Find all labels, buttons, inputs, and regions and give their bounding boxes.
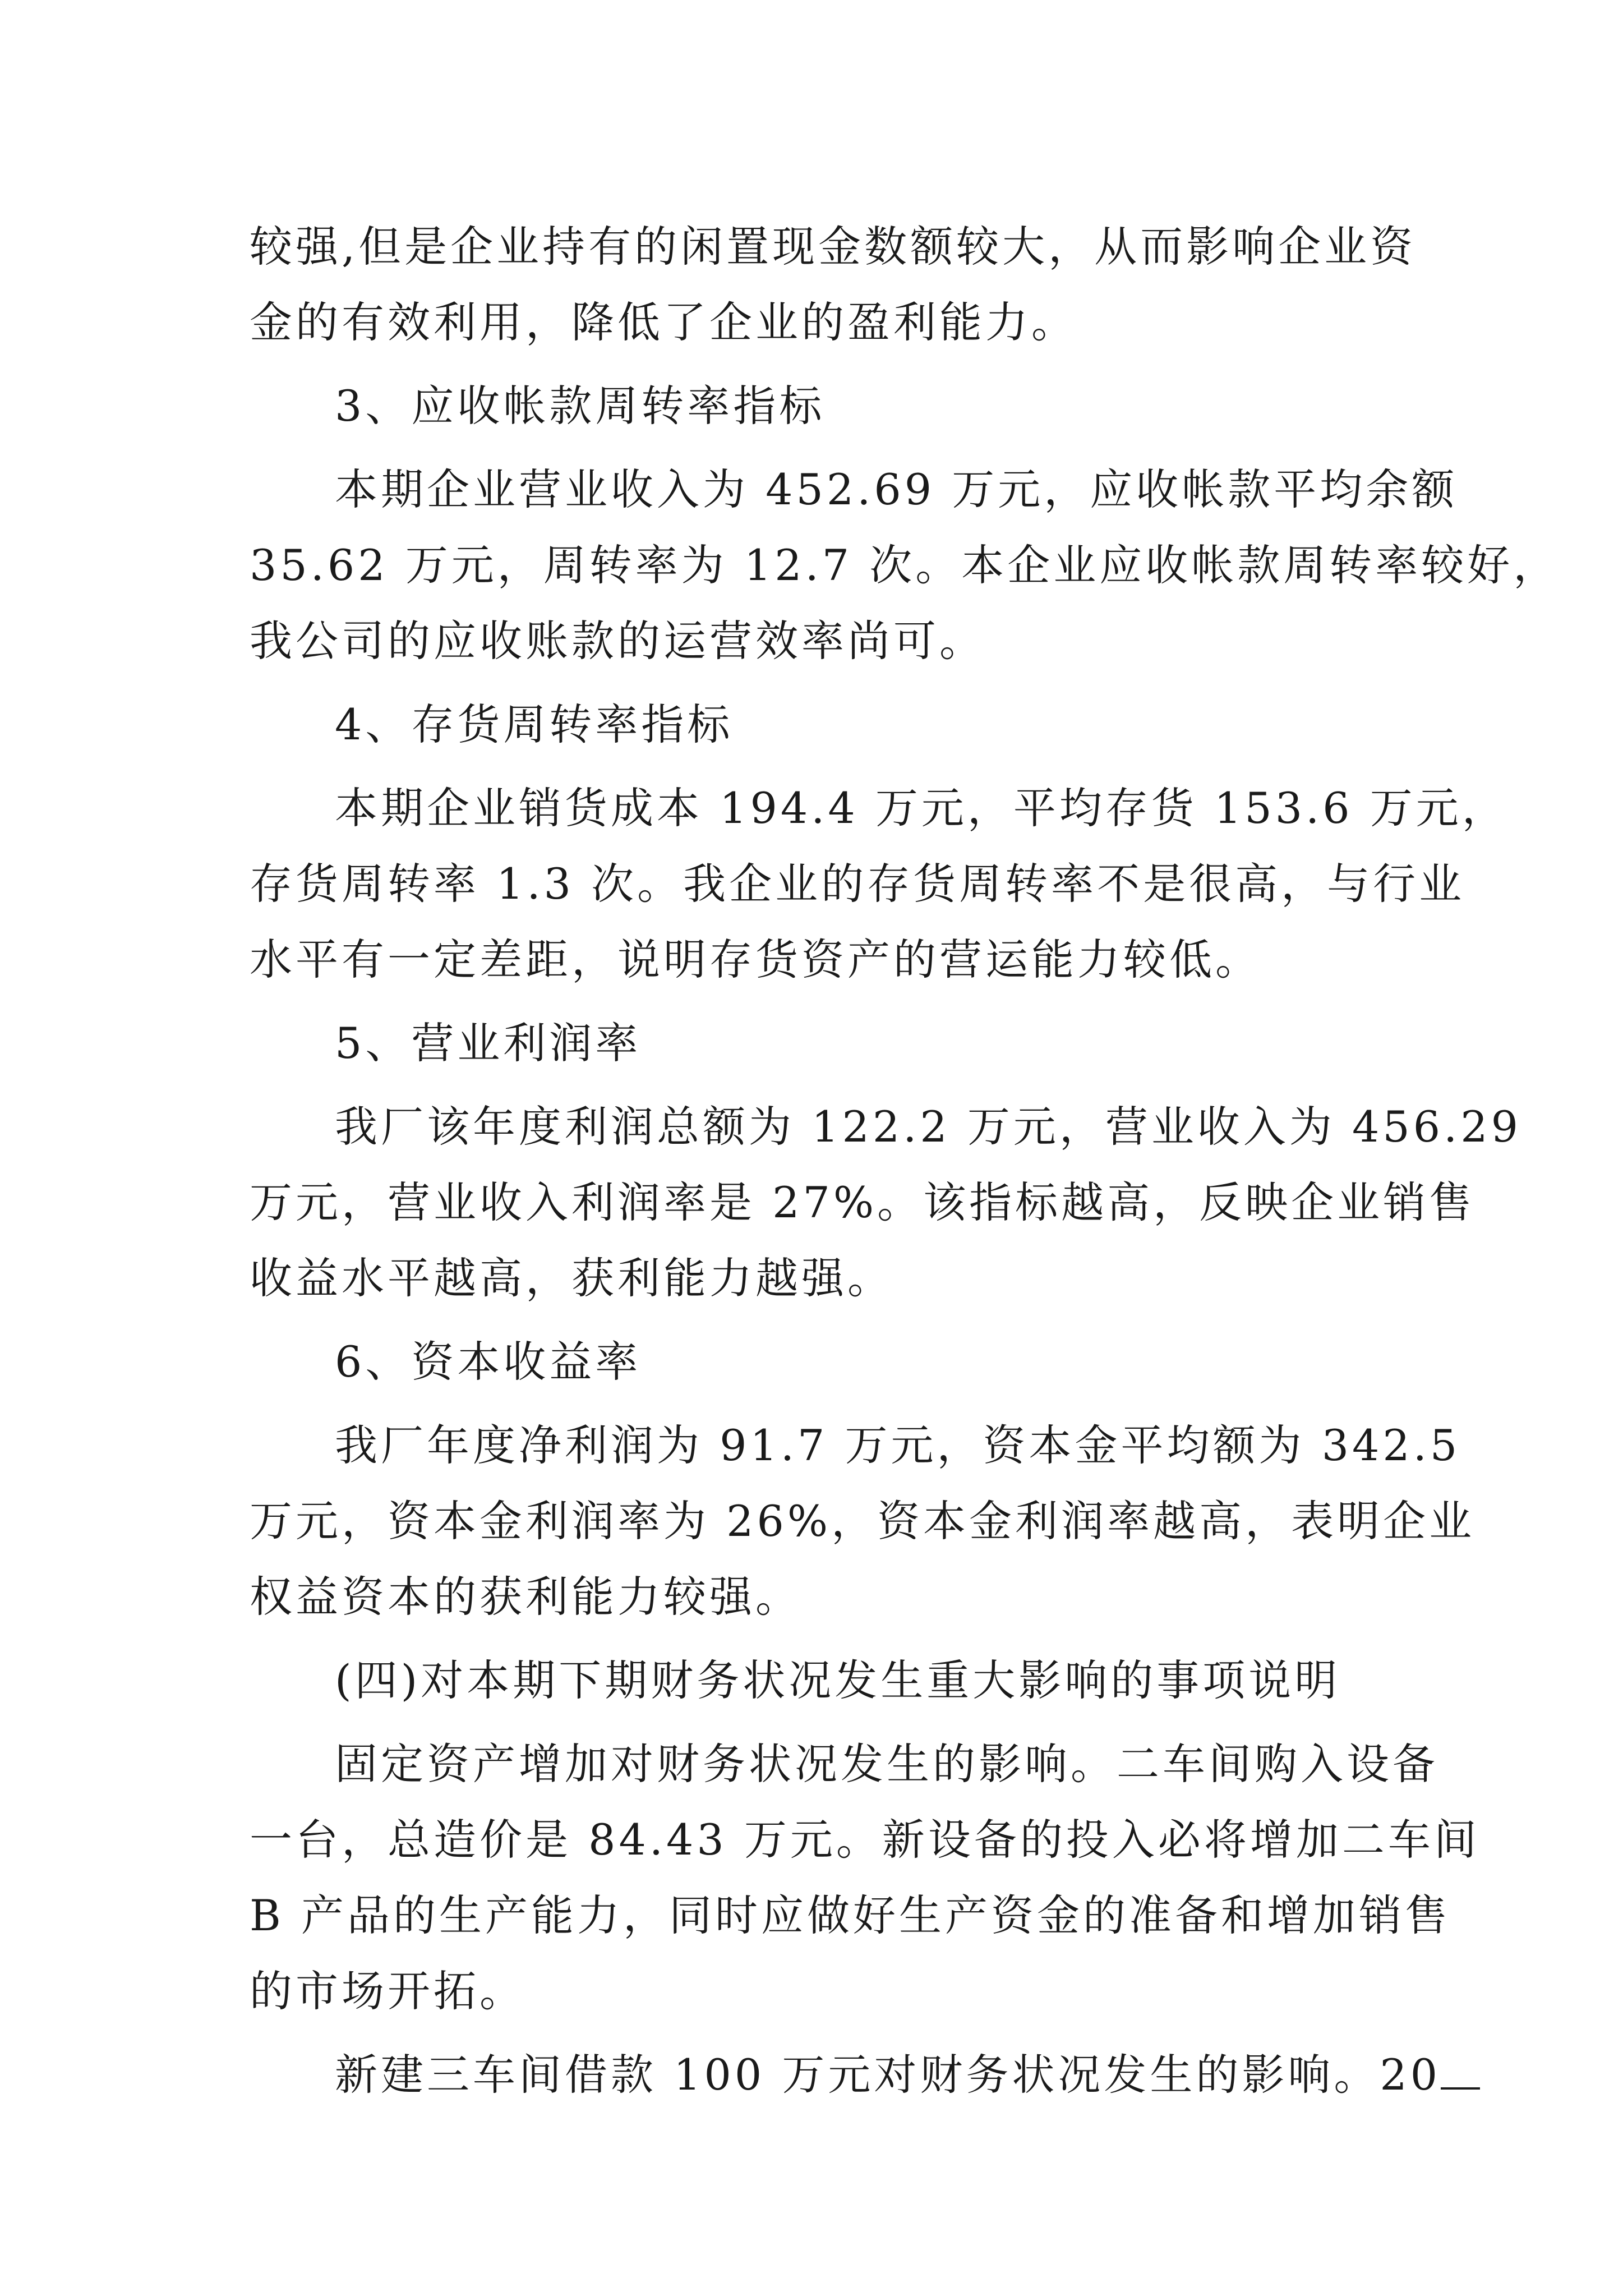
paragraph-line: 水平有一定差距，说明存货资产的营运能力较低。	[250, 935, 1261, 984]
paragraph-line: 本期企业销货成本 194.4 万元，平均存货 153.6 万元，	[335, 783, 1508, 833]
paragraph-line: 的市场开拓。	[250, 1966, 525, 2016]
paragraph-line-last	[250, 2037, 1441, 2113]
section-heading-operating-profit-rate: 5、营业利润率	[335, 1018, 642, 1068]
paragraph-line: 固定资产增加对财务状况发生的影响。二车间购入设备	[335, 1739, 1438, 1789]
paragraph-line: B 产品的生产能力，同时应做好生产资金的准备和增加销售	[250, 1890, 1451, 1940]
paragraph-line-text: 新建三车间借款 100 万元对财务状况发生的影响。20	[335, 2050, 1441, 2100]
paragraph-line: 35.62 万元，周转率为 12.7 次。本企业应收帐款周转率较好，	[250, 540, 1560, 590]
paragraph-line: 金的有效利用，降低了企业的盈利能力。	[250, 297, 1077, 347]
section-heading-capital-return-rate: 6、资本收益率	[335, 1337, 642, 1387]
paragraph-line: 万元，资本金利润率为 26%，资本金利润率越高，表明企业	[250, 1496, 1476, 1546]
fill-in-blank	[1441, 2053, 1480, 2090]
section-heading-major-impact-items: (四)对本期下期财务状况发生重大影响的事项说明	[335, 1655, 1341, 1705]
paragraph-line: 我公司的应收账款的运营效率尚可。	[250, 616, 985, 666]
section-heading-inventory-turnover: 4、存货周转率指标	[335, 700, 734, 749]
paragraph-line: 一台，总造价是 84.43 万元。新设备的投入必将增加二车间	[250, 1815, 1480, 1865]
paragraph-line: 我厂该年度利润总额为 122.2 万元，营业收入为 456.29	[335, 1102, 1521, 1152]
section-heading-receivables-turnover: 3、应收帐款周转率指标	[335, 381, 826, 431]
paragraph-line: 存货周转率 1.3 次。我企业的存货周转率不是很高，与行业	[250, 859, 1465, 909]
paragraph-line: 万元，营业收入利润率是 27%。该指标越高，反映企业销售	[250, 1177, 1476, 1227]
paragraph-line: 本期企业营业收入为 452.69 万元，应收帐款平均余额	[335, 464, 1458, 514]
document-body	[250, 209, 1560, 2113]
paragraph-line: 我厂年度净利润为 91.7 万元，资本金平均额为 342.5	[335, 1420, 1461, 1470]
paragraph-line: 权益资本的获利能力较强。	[250, 1572, 801, 1622]
paragraph-line: 收益水平越高，获利能力越强。	[250, 1253, 893, 1303]
paragraph-line: 较强,但是企业持有的闲置现金数额较大，从而影响企业资	[250, 222, 1417, 272]
